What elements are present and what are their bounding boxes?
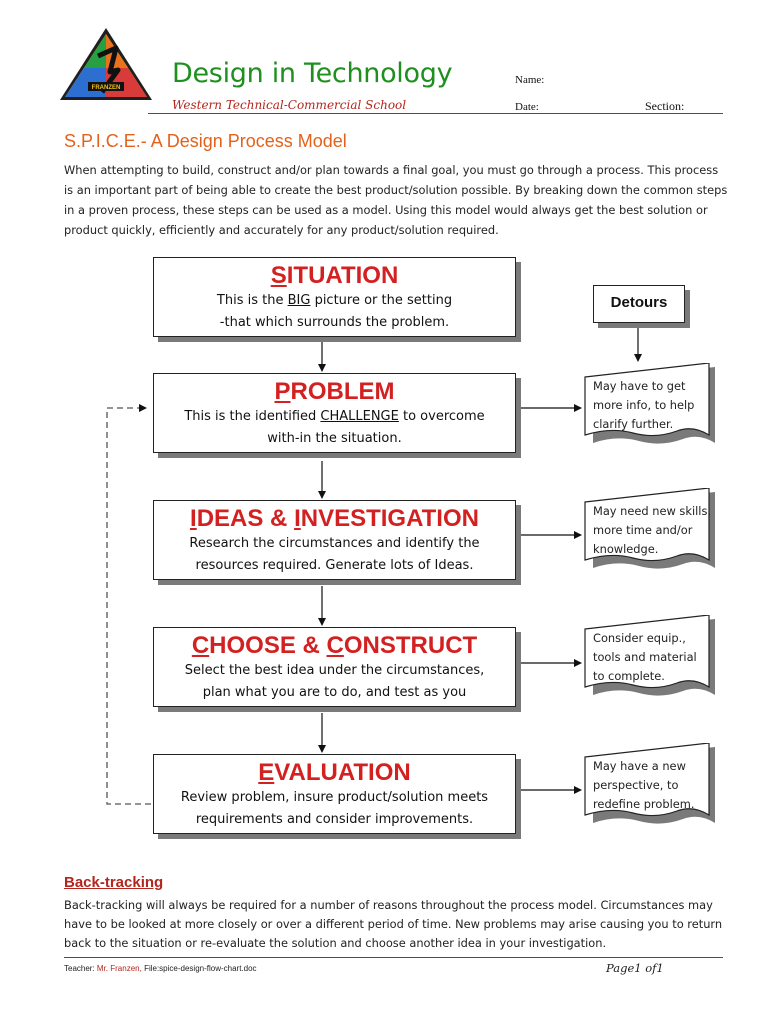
footer-divider (64, 957, 723, 958)
file-name: File:spice-design-flow-chart.doc (144, 964, 257, 973)
intro-paragraph: When attempting to build, construct and/or plan towards a final goal, you must go through a process. This process is an important part of being able to create the best product/solution possible. By breaking down the common steps in a proven process, these steps can be used as a model. Using this model would always get the best solution or product quickly, efficiently and accurately for any product/solution required. (64, 163, 728, 237)
desc-text: Select the best idea under the circumstances, (184, 663, 485, 678)
title-initial: E (258, 759, 275, 786)
title-rest: NVESTIGATION (300, 505, 479, 532)
step-choose-desc (154, 660, 515, 704)
detour-note-ideas (583, 488, 715, 570)
note-text: Consider equip., tools and material to complete. (593, 631, 697, 683)
detour-note-problem (583, 363, 715, 445)
footer-info (64, 964, 257, 973)
backtrack-loop-line (107, 408, 151, 804)
title-rest: ITUATION (286, 262, 399, 289)
backtracking-paragraph: Back-tracking will always be required for a number of reasons throughout the process model. Circumstances may have to be looked at more closely or over a different period of time. New problems may arise causing you to return back to the situation or re-evaluate the solution and choose another idea in your investigation. (64, 898, 723, 950)
teacher-name: Mr. Franzen, (96, 964, 142, 973)
backtracking-heading: Back-tracking (64, 874, 164, 891)
step-ideas-investigation (153, 500, 516, 580)
title-initial: I (294, 505, 301, 532)
note-text: May have a new perspective, to redefine problem. (593, 759, 695, 811)
desc-text: with-in the situation. (267, 431, 402, 446)
step-situation-title (154, 262, 515, 290)
desc-text: picture or the setting (310, 293, 453, 308)
title-rest: ONSTRUCT (343, 632, 478, 659)
detour-note-choose (583, 615, 715, 697)
title-initial: C (191, 632, 210, 659)
step-problem-title (154, 378, 515, 406)
title-initial: I (190, 505, 197, 532)
detour-note-evaluation (583, 743, 715, 825)
title-rest: ROBLEM (290, 378, 395, 405)
date-label: Date: (515, 101, 539, 113)
step-situation (153, 257, 516, 337)
desc-text: resources required. Generate lots of Ideas. (195, 558, 474, 573)
logo-text: FRANZEN (91, 85, 121, 91)
title-initial: P (274, 378, 291, 405)
teacher-label: Teacher: (64, 964, 95, 973)
title-mid: HOOSE & (209, 632, 327, 659)
step-situation-desc (154, 290, 515, 334)
desc-text: This is the (216, 293, 288, 308)
desc-text: requirements and consider improvements. (195, 812, 474, 827)
desc-text: This is the identified (184, 409, 321, 424)
note-text: May have to get more info, to help clarify further. (593, 379, 695, 431)
step-ideas-title (154, 505, 515, 533)
step-evaluation-title (154, 759, 515, 787)
desc-text: Review problem, insure product/solution meets (180, 790, 489, 805)
desc-text: to overcome (398, 409, 485, 424)
step-problem-desc (154, 406, 515, 450)
title-mid: DEAS & (196, 505, 295, 532)
desc-emphasis: CHALLENGE (320, 409, 399, 424)
name-label: Name: (515, 74, 545, 86)
note-text: May need new skills, more time and/or knowledge. (593, 504, 711, 556)
desc-text: -that which surrounds the problem. (219, 315, 450, 330)
step-evaluation (153, 754, 516, 834)
section-label: Section: (645, 99, 685, 113)
step-choose-title (154, 632, 515, 660)
step-ideas-desc (154, 533, 515, 577)
desc-emphasis: BIG (287, 293, 311, 308)
desc-text: Research the circumstances and identify the (189, 536, 480, 551)
header-title: Design in Technology (172, 58, 453, 89)
page-number: Page1 of1 (606, 961, 664, 975)
title-initial: S (270, 262, 287, 289)
title-initial: C (326, 632, 344, 659)
document-title: S.P.I.C.E.- A Design Process Model (64, 131, 347, 151)
detours-label: Detours (593, 285, 685, 323)
title-rest: VALUATION (274, 759, 411, 786)
desc-text: plan what you are to do, and test as you (202, 685, 467, 700)
step-choose-construct (153, 627, 516, 707)
step-problem (153, 373, 516, 453)
step-evaluation-desc (154, 787, 515, 831)
school-name: Western Technical-Commercial School (172, 98, 407, 112)
